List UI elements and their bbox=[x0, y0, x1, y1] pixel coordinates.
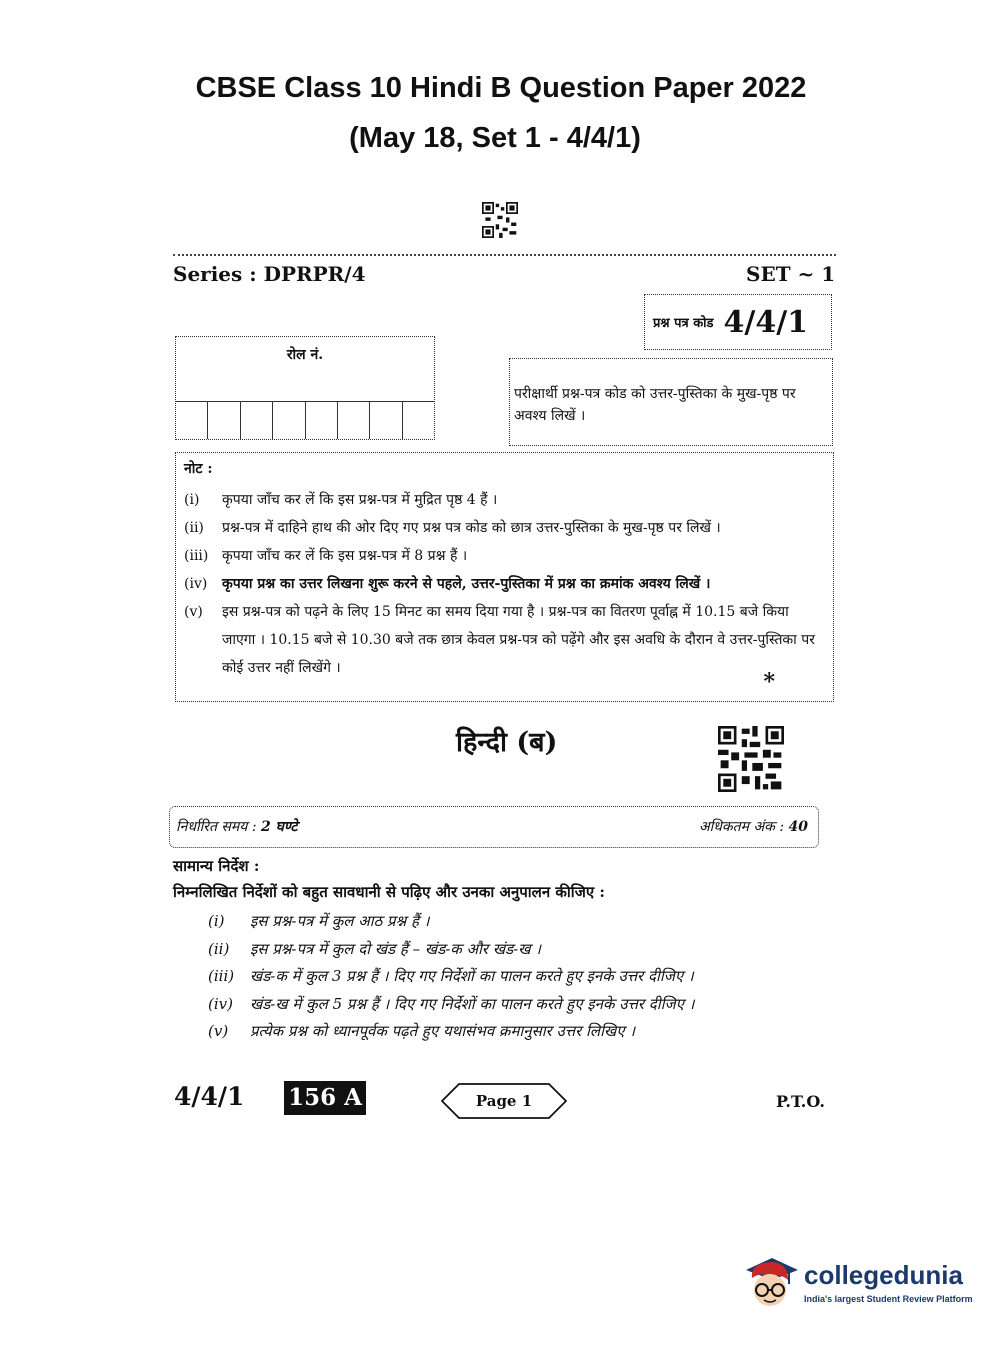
code-instruction-box: परीक्षार्थी प्रश्न-पत्र कोड को उत्तर-पुस्तिका के मुख-पृष्ठ पर अवश्य लिखें । bbox=[509, 358, 833, 446]
set-label: SET ~ 1 bbox=[746, 262, 836, 286]
maximum-marks: अधिकतम अंक : 40 bbox=[698, 819, 808, 835]
star-mark: * bbox=[763, 669, 775, 695]
footer-paper-code: 4/4/1 bbox=[174, 1082, 245, 1111]
series-label: Series : DPRPR/4 bbox=[173, 262, 366, 286]
instruction-item bbox=[208, 936, 694, 964]
note-item bbox=[184, 542, 825, 570]
paper-code-box bbox=[644, 294, 832, 350]
pto-label: P.T.O. bbox=[776, 1092, 825, 1111]
page-indicator bbox=[441, 1083, 567, 1119]
roll-cell[interactable] bbox=[306, 402, 338, 439]
roll-cell[interactable] bbox=[241, 402, 273, 439]
note-number: (ii) bbox=[184, 520, 204, 536]
logo-tagline: India's largest Student Review Platform bbox=[804, 1294, 973, 1304]
mascot-icon bbox=[742, 1252, 802, 1314]
note-item bbox=[184, 486, 825, 514]
instruction-text: खंड-ख में कुल 5 प्रश्न हैं । दिए गए निर्देशों का पालन करते हुए इनके उत्तर दीजिए । bbox=[250, 994, 695, 1013]
general-instructions-list bbox=[208, 908, 694, 1046]
roll-cell[interactable] bbox=[370, 402, 402, 439]
roll-number-box bbox=[175, 336, 435, 440]
general-instructions-subheading: निम्नलिखित निर्देशों को बहुत सावधानी से पढ़िए और उनका अनुपालन कीजिए : bbox=[173, 883, 605, 901]
footer-badge: 156 A bbox=[284, 1081, 366, 1115]
roll-number-label: रोल नं. bbox=[286, 347, 324, 363]
roll-cell[interactable] bbox=[338, 402, 370, 439]
note-item bbox=[184, 598, 825, 682]
note-text: कृपया जाँच कर लें कि इस प्रश्न-पत्र में 8 प्रश्न हैं । bbox=[222, 548, 468, 564]
note-number: (iii) bbox=[184, 548, 209, 564]
time-marks-bar bbox=[169, 806, 819, 848]
general-instructions-heading: सामान्य निर्देश : bbox=[173, 857, 260, 875]
instruction-item bbox=[208, 1018, 694, 1046]
header-divider bbox=[173, 254, 836, 256]
paper-code-label: प्रश्न पत्र कोड bbox=[653, 316, 714, 331]
document-subtitle: (May 18, Set 1 - 4/4/1) bbox=[349, 122, 641, 154]
roll-cell[interactable] bbox=[176, 402, 208, 439]
note-text: कृपया प्रश्न का उत्तर लिखना शुरू करने से पहले, उत्तर-पुस्तिका में प्रश्न का क्रमांक अवश्य लिखें । bbox=[222, 576, 711, 592]
note-number: (v) bbox=[184, 604, 203, 620]
note-text: प्रश्न-पत्र में दाहिने हाथ की ओर दिए गए प्रश्न पत्र कोड को छात्र उत्तर-पुस्तिका के मुख-पृष्ठ पर लिखें । bbox=[222, 520, 721, 536]
subject-title: हिन्दी (ब) bbox=[456, 727, 558, 758]
collegedunia-logo[interactable] bbox=[742, 1252, 972, 1314]
paper-code-value: 4/4/1 bbox=[723, 304, 809, 340]
instruction-item bbox=[208, 908, 694, 936]
qr-code-icon bbox=[718, 726, 784, 792]
roll-cell[interactable] bbox=[403, 402, 434, 439]
note-text: इस प्रश्न-पत्र को पढ़ने के लिए 15 मिनट का समय दिया गया है । प्रश्न-पत्र का वितरण पूर्वाह्न में 10.15 बजे किया जाएगा । 10.15 बजे से 10.30 बजे तक छात्र केवल प्रश्न-पत्र को पढ़ेंगे और इस अवधि के दौरान वे उत्तर-पुस्तिका पर कोई उत्तर नहीं लिखेंगे । bbox=[222, 604, 815, 676]
instruction-number: (i) bbox=[208, 912, 225, 930]
notes-heading: नोट : bbox=[184, 461, 213, 477]
notes-box bbox=[175, 452, 834, 702]
instruction-text: खंड-क में कुल 3 प्रश्न हैं । दिए गए निर्देशों का पालन करते हुए इनके उत्तर दीजिए । bbox=[250, 967, 694, 985]
time-allowed: निर्धारित समय : 2 घण्टे bbox=[176, 819, 298, 835]
instruction-item bbox=[208, 963, 694, 991]
instruction-text: इस प्रश्न-पत्र में कुल दो खंड हैं – खंड-क और खंड-ख । bbox=[250, 939, 541, 958]
logo-name: collegedunia bbox=[804, 1260, 963, 1290]
note-item bbox=[184, 514, 825, 542]
roll-number-cells bbox=[176, 401, 434, 439]
note-number: (iv) bbox=[184, 576, 208, 592]
instruction-number: (iv) bbox=[208, 994, 233, 1013]
instruction-item bbox=[208, 991, 694, 1019]
note-text: कृपया जाँच कर लें कि इस प्रश्न-पत्र में मुद्रित पृष्ठ 4 हैं । bbox=[222, 492, 498, 508]
instruction-text: प्रत्येक प्रश्न को ध्यानपूर्वक पढ़ते हुए यथासंभव क्रमानुसार उत्तर लिखिए । bbox=[250, 1022, 636, 1040]
page-number: Page 1 bbox=[475, 1092, 533, 1110]
instruction-text: इस प्रश्न-पत्र में कुल आठ प्रश्न हैं । bbox=[250, 912, 430, 930]
instruction-number: (ii) bbox=[208, 939, 230, 958]
instruction-number: (iii) bbox=[208, 967, 235, 985]
instruction-number: (v) bbox=[208, 1022, 229, 1040]
roll-cell[interactable] bbox=[208, 402, 240, 439]
note-item bbox=[184, 570, 825, 598]
qr-code-icon bbox=[482, 202, 518, 238]
note-number: (i) bbox=[184, 492, 200, 508]
document-title: CBSE Class 10 Hindi B Question Paper 2022 bbox=[195, 72, 807, 104]
roll-cell[interactable] bbox=[273, 402, 305, 439]
